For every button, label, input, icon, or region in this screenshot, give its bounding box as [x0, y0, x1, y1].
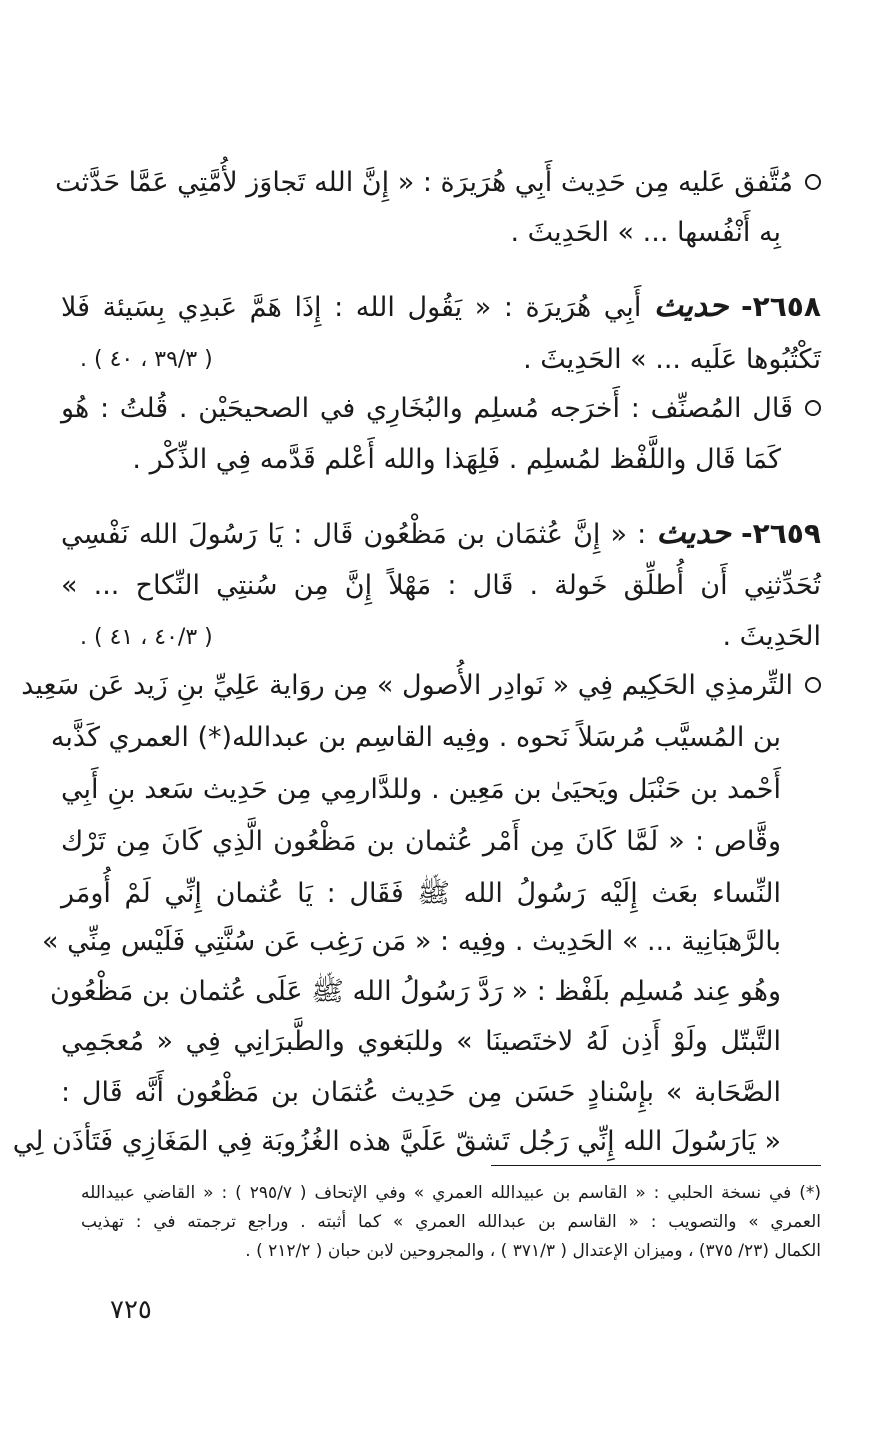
page-number: ٧٢٥: [110, 1295, 152, 1325]
paragraph-line: [55, 163, 821, 203]
text: التِّرمذِي الحَكِيم فِي « نَوادِر الأُصول » مِن روَاية عَلِيِّ بنِ زَيد عَن سَعِيد: [21, 670, 793, 701]
comment-line: الصَّحَابة » بإِسْنادٍ حَسَن مِن حَدِيث عُثمَان بن مَظْعُون أَنَّه قَال :: [61, 1077, 781, 1108]
hadith-number: ٢٦٥٨-: [741, 290, 821, 323]
hadith-label: حديث: [656, 515, 731, 551]
text: مُتَّفق عَليه مِن حَدِيث أَبِي هُرَيرَة : « إِنَّ الله تَجاوَز لأُمَّتِي عَمَّا حَدَّثت: [55, 167, 793, 198]
hadith-2658-reference: ( ٣٩/٣ ، ٤٠ ) .: [80, 347, 213, 372]
circle-bullet-icon: [805, 677, 821, 693]
text: بِه أَنْفُسها ... » الحَدِيثَ .: [510, 217, 781, 248]
comment-line: [21, 666, 821, 706]
footnote-line: العمري » والتصويب : « القاسم بن عبدالله العمري » كما أثبته . وراجع ترجمته في : تهذيب: [81, 1212, 821, 1232]
text: تَكْتُبُوها عَلَيه ... » الحَدِيثَ .: [523, 344, 821, 375]
paragraph-line: [61, 213, 781, 253]
text: قَال المُصنِّف : أَخرَجه مُسلِم والبُخَارِي في الصحيحَيْن . قُلتُ : هُو: [61, 393, 793, 424]
hadith-2658-line-1: [61, 286, 821, 326]
comment-line: وهُو عِند مُسلِم بلَفْظ : « رَدَّ رَسُولُ الله ﷺ عَلَى عُثمان بن مَظْعُون: [49, 976, 781, 1007]
footnote-line: (*) في نسخة الحلبي : « القاسم بن عبيدالله العمري » وفي الإتحاف ( ٢٩٥/٧ ) : « القاضي عبيدالله: [81, 1183, 821, 1203]
circle-bullet-icon: [805, 400, 821, 416]
hadith-2659-reference: ( ٤٠/٣ ، ٤١ ) .: [80, 625, 213, 650]
comment-line: [61, 440, 781, 480]
comment-line: أَحْمد بن حَنْبَل ويَحيَىٰ بن مَعِين . وللدَّارمِي مِن حَدِيث سَعد بنِ أَبِي: [61, 774, 781, 805]
text: : « إِنَّ عُثمَان بن مَظْعُون قَال : يَا رَسُولَ الله نَفْسِي: [61, 519, 647, 550]
hadith-number: ٢٦٥٩-: [741, 517, 821, 550]
comment-line: « يَارَسُولَ الله إِنِّي رَجُل تَشقّ عَلَيَّ هذه الغُزُوبَة فِي المَغَازِي فَتَأذَن لِي: [12, 1126, 781, 1157]
footnote-line: الكمال (٢٣/ ٣٧٥) ، وميزان الإعتدال ( ٣٧١/٣ ) ، والمجروحين لابن حبان ( ٢١٢/٢ ) .: [245, 1241, 821, 1261]
hadith-label: حديث: [653, 288, 729, 324]
text: أَبِي هُرَيرَة : « يَقُول الله : إِذَا هَمَّ عَبدِي بِسَيئة فَلا: [61, 292, 642, 323]
footnote-divider: [491, 1165, 821, 1166]
text: الحَدِيثَ .: [722, 621, 821, 652]
circle-bullet-icon: [805, 174, 821, 190]
text: تُحَدِّثنِي أَن أُطلِّق خَولة . قَال : مَهْلاً إِنَّ مِن سُنتِي النِّكاح ... »: [61, 570, 821, 601]
text: كَمَا قَال واللَّفْظ لمُسلِم . فَلِهَذا والله أَعْلم قَدَّمه فِي الذِّكْر .: [132, 444, 781, 475]
hadith-2659-line-2: [61, 566, 821, 606]
comment-line: بن المُسيَّب مُرسَلاً نَحوه . وفِيه القاسِم بن عبدالله(*) العمري كَذَّبه: [50, 722, 781, 753]
hadith-2659-line-1: [61, 513, 821, 553]
comment-line: النِّساء بعَث إِلَيْه رَسُولُ الله ﷺ فَقَال : يَا عُثمان إِنِّي لَمْ أُومَر: [61, 878, 781, 909]
comment-line: [61, 389, 821, 429]
comment-line: التَّبتّل ولَوْ أَذِن لَهُ لاختَصينَا » وللبَغوي والطَّبرَانِي فِي « مُعجَمِي: [61, 1026, 781, 1057]
comment-line: بالرَّهبَانِية ... » الحَدِيث . وفِيه : « مَن رَغِب عَن سُنَّتِي فَلَيْس مِنِّي »: [42, 926, 781, 957]
comment-line: وقَّاص : « لَمَّا كَانَ مِن أَمْر عُثمان بن مَظْعُون الَّذِي كَانَ مِن تَرْك: [61, 826, 781, 857]
